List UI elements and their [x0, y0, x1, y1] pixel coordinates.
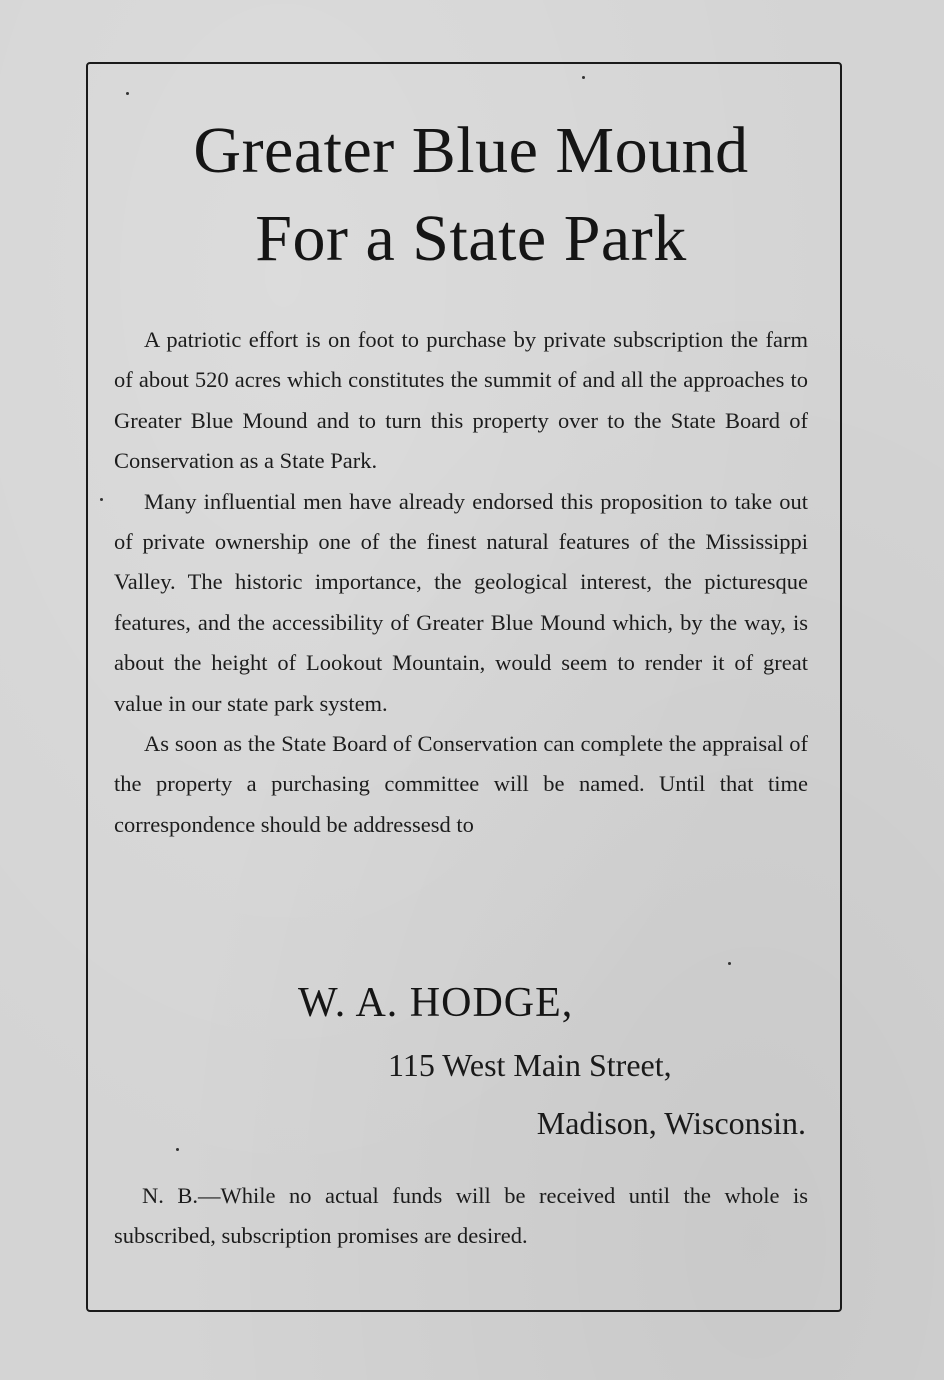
nota-bene [114, 1176, 808, 1256]
print-speck [582, 76, 585, 79]
paragraph-correspondence: As soon as the State Board of Conservation can complete the appraisal of the property a purchasing committee will be named. Until that time correspondence should be addressesd to [114, 731, 808, 837]
print-speck [728, 962, 731, 965]
print-speck [100, 498, 103, 501]
paragraph-endorsements: Many influential men have already endorsed this proposition to take out of private ownership one of the finest natural features of the Mississippi Valley. The historic importance, the geological interest, the picturesque features, and the accessibility of Greater Blue Mound which, by the way, is about the height of Lookout Mountain, would seem to render it of great value in our state park system. [114, 488, 808, 716]
page-title-line-1: Greater Blue Mound [193, 114, 749, 187]
contact-name: W. A. HODGE, [298, 980, 574, 1026]
print-speck [176, 1148, 179, 1151]
paragraph-purchase-effort: A patriotic effort is on foot to purchase by private subscription the farm of about 520 acres which constitutes the summit of and all the approaches to Greater Blue Mound and to turn this property over to the State Board of Conservation as a State Park. [114, 327, 808, 474]
page-title-line-2: For a State Park [255, 202, 687, 275]
contact-street: 115 West Main Street, [388, 1047, 672, 1083]
contact-city: Madison, Wisconsin. [536, 1105, 806, 1141]
print-speck [126, 92, 129, 95]
nota-bene-text: N. B.—While no actual funds will be received until the whole is subscribed, subscription promises are desired. [114, 1183, 808, 1248]
body-text [114, 320, 808, 845]
